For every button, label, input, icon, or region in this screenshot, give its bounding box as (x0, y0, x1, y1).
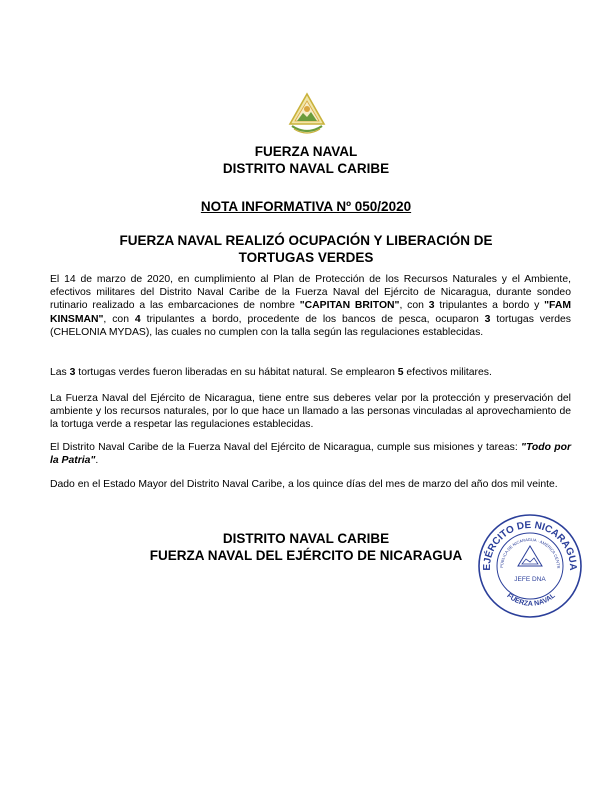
seal-bottom-text: FUERZA NAVAL (505, 592, 557, 608)
p1-text-6: tortugas verdes (CHELONIA MYDAS), las cuales no cumplen con la talla según las regulaciones establecidas. (50, 313, 571, 338)
note-title: NOTA INFORMATIVA Nº 050/2020 (200, 199, 412, 214)
headline (0, 232, 612, 266)
p4-motto: "Todo por la Patria" (50, 442, 571, 467)
headline-line-1: FUERZA NAVAL REALIZÓ OCUPACIÓN Y LIBERACIÓN DE (119, 233, 493, 248)
header-line-1: FUERZA NAVAL (254, 144, 358, 159)
p1-bold-crew-2: 4 (134, 313, 141, 325)
p1-text-2: , con (399, 300, 429, 312)
closing-line-2: FUERZA NAVAL DEL EJÉRCITO DE NICARAGUA (149, 548, 463, 563)
paragraph-5: Dado en el Estado Mayor del Distrito Naval Caribe, a los quince días del mes de marzo del año dos mil veinte. (50, 479, 558, 490)
official-seal-stamp (476, 512, 584, 620)
p1-text-1: El 14 de marzo de 2020, en cumplimiento al Plan de Protección de los Recursos Naturales y el Ambiente, efectivos militares del Distrito Naval Caribe de la Fuerza Naval del Ejército de Nicaragua, durante sondeo rutinario realizado a las embarcaciones de nombre (50, 274, 571, 312)
p1-bold-vessel-1: "CAPITAN BRITON" (299, 300, 400, 312)
p2-bold-personnel: 5 (397, 367, 404, 378)
p2-text-3: efectivos militares. (403, 367, 492, 378)
p4-text-1: El Distrito Naval Caribe de la Fuerza Naval del Ejército de Nicaragua, cumple sus misiones y tareas: (50, 442, 522, 453)
p1-text-5: tripulantes a bordo, procedente de los bancos de pesca, ocuparon (140, 313, 485, 325)
nicaragua-coat-of-arms-icon (288, 92, 326, 134)
p1-bold-vessel-2: "FAM KINSMAN" (50, 300, 571, 325)
headline-line-2: TORTUGAS VERDES (238, 250, 374, 265)
closing-line-1: DISTRITO NAVAL CARIBE (222, 531, 390, 546)
header-line-2: DISTRITO NAVAL CARIBE (222, 161, 390, 176)
p1-text-4: , con (103, 313, 135, 325)
seal-outer-text: EJÉRCITO DE NICARAGUA (481, 519, 579, 571)
paragraph-3: La Fuerza Naval del Ejército de Nicaragua, tiene entre sus deberes velar por la protección y preservación del ambiente y los recursos naturales, por lo que hace un llamado a las personas vinculadas al aprovechamiento de la tortuga verde a respetar las regulaciones establecidas. (50, 393, 571, 431)
p1-bold-crew-1: 3 (428, 300, 435, 312)
paragraph-1 (50, 273, 571, 339)
p1-text-3: tripulantes a bordo y (434, 300, 545, 312)
p1-bold-turtles: 3 (484, 313, 491, 325)
seal-center-text: JEFE DNA (514, 576, 546, 583)
paragraph-4 (50, 441, 571, 467)
p2-bold-turtles: 3 (69, 367, 76, 378)
p2-text-1: Las (50, 367, 70, 378)
paragraph-2 (50, 366, 571, 379)
p4-text-2: . (95, 455, 99, 467)
p2-text-2: tortugas verdes fueron liberadas en su hábitat natural. Se emplearon (75, 367, 398, 378)
seal-inner-text: PÚBLICA DE NICARAGUA · AMÉRICA CENTR (498, 536, 562, 569)
